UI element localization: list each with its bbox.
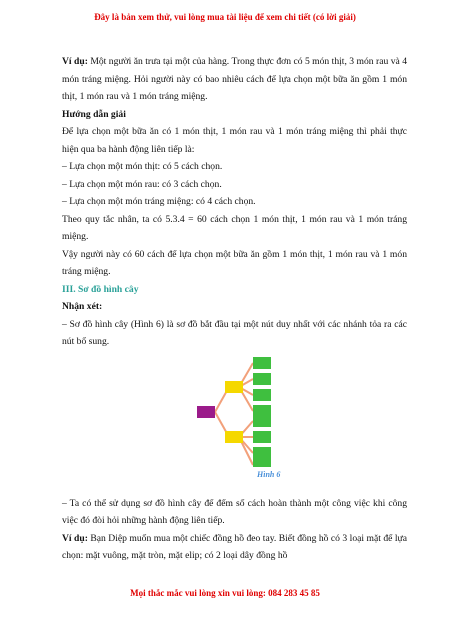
remark-text: – Sơ đồ hình cây (Hình 6) là sơ đồ bắt đầu tại một nút duy nhất với các nhánh tỏa ra các nút bổ sung. bbox=[62, 318, 407, 347]
guide-step: – Lựa chọn một món tráng miệng: có 4 cách chọn. bbox=[62, 196, 256, 207]
preview-banner: Đây là bản xem thử, vui lòng mua tài liệu để xem chi tiết (có lời giải) bbox=[94, 12, 356, 22]
tree-leaf-node bbox=[253, 389, 271, 401]
contact-banner: Mọi thắc mắc vui lòng xin vui lòng: 084 283 45 85 bbox=[130, 588, 320, 598]
guide-conclusion: Vậy người này có 60 cách để lựa chọn một bữa ăn gồm 1 món thịt, 1 món rau và 1 món tráng miệng. bbox=[62, 248, 407, 277]
tree-branch-node bbox=[225, 381, 243, 393]
tree-diagram bbox=[197, 357, 277, 467]
tree-leaf-node bbox=[253, 373, 271, 385]
example-label: Ví dụ: bbox=[62, 56, 88, 67]
tree-leaf-node bbox=[253, 431, 271, 443]
example-label: Ví dụ: bbox=[62, 532, 88, 544]
tree-branch-node bbox=[225, 431, 243, 443]
tree-leaf-node bbox=[253, 415, 271, 427]
guide-step: – Lựa chọn một món rau: có 3 cách chọn. bbox=[62, 178, 222, 190]
guide-heading: Hướng dẫn giải bbox=[62, 108, 126, 120]
example-1-paragraph bbox=[62, 53, 407, 106]
figure-caption: Hình 6 bbox=[257, 469, 281, 479]
tree-leaf-node bbox=[253, 357, 271, 369]
multiplication-rule: Theo quy tắc nhân, ta có 5.3.4 = 60 cách chọn 1 món thịt, 1 món rau và 1 món tráng miệng. bbox=[62, 213, 407, 242]
remark-label: Nhận xét: bbox=[62, 301, 103, 312]
tree-root-node bbox=[197, 406, 215, 418]
guide-step: – Lựa chọn một món thịt: có 5 cách chọn. bbox=[62, 161, 223, 172]
guide-intro: Để lựa chọn một bữa ăn có 1 món thịt, 1 món rau và 1 món tráng miệng thì phải thực hiện qua ba hành động liên tiếp là: bbox=[62, 126, 407, 155]
section-title: III. Sơ đồ hình cây bbox=[62, 283, 139, 295]
document-body bbox=[62, 53, 407, 565]
tree-diagram-figure bbox=[62, 355, 407, 489]
example-text: Bạn Diệp muốn mua một chiếc đồng hồ đeo tay. Biết đồng hồ có 3 loại mặt để lựa chọn: mặt vuông, mặt tròn, mặt elip; có 2 loại dây đồng hồ bbox=[62, 532, 407, 561]
example-2-paragraph bbox=[62, 530, 407, 565]
note-paragraph: – Ta có thể sử dụng sơ đồ hình cây để đếm số cách hoàn thành một công việc khi công việc đó đòi hỏi những hành động liên tiếp. bbox=[62, 497, 407, 526]
example-text: Một người ăn trưa tại một của hàng. Trong thực đơn có 5 món thịt, 3 món rau và 4 món tráng miệng. Hỏi người này có bao nhiêu cách để lựa chọn một bữa ăn gồm 1 món thịt, 1 món rau và 1 món tráng miệng. bbox=[62, 56, 407, 102]
